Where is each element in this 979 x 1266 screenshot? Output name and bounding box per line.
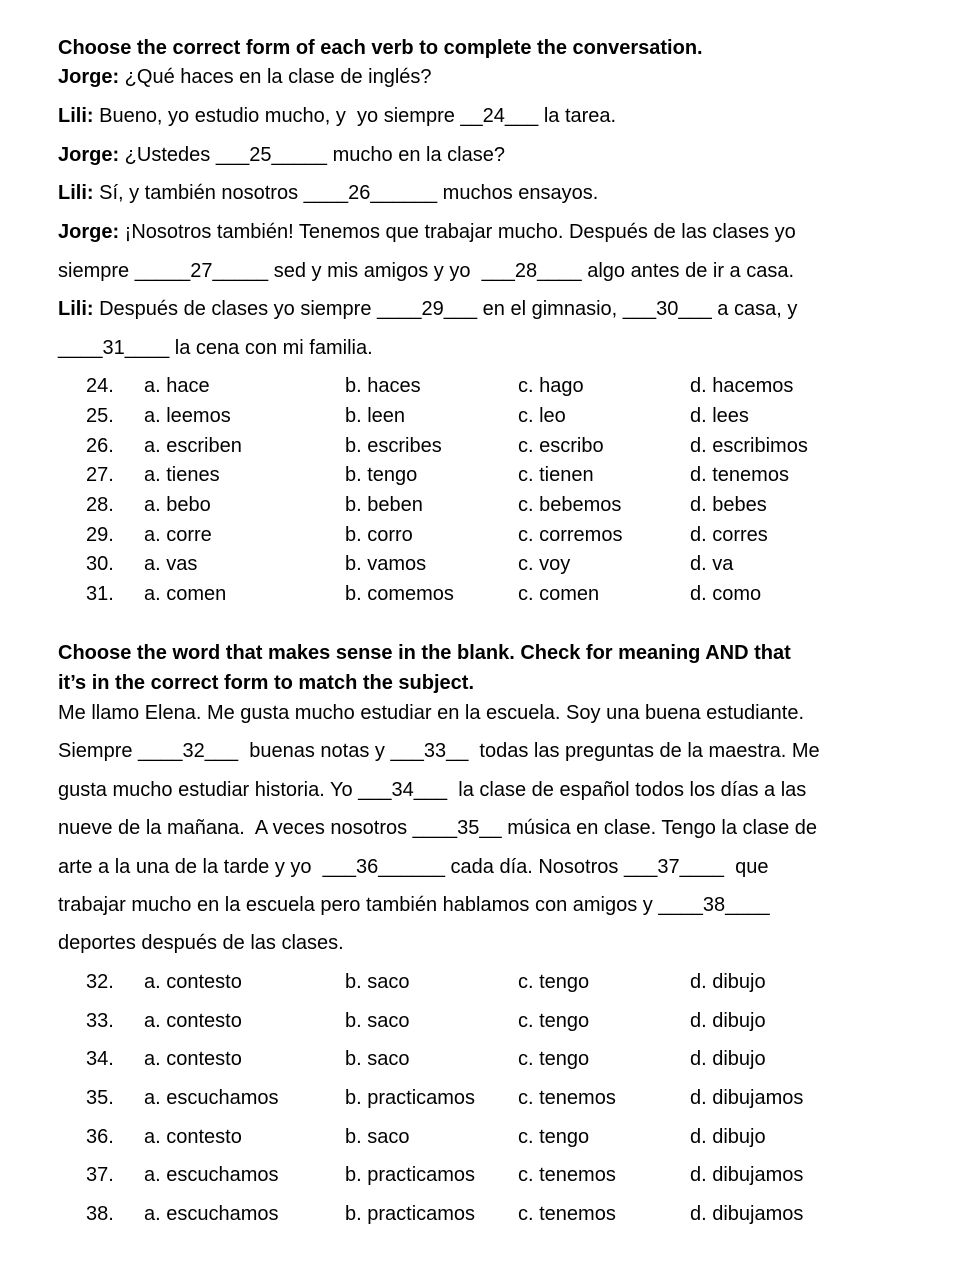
question-number: 30.	[86, 553, 114, 575]
option-c: c. tengo	[518, 971, 590, 993]
option-a: a. corre	[144, 524, 212, 546]
option-c: c. tengo	[518, 1048, 590, 1070]
option-a: a. bebo	[144, 494, 211, 516]
option-b: b. corro	[345, 524, 413, 546]
option-c: c. escribo	[518, 435, 604, 457]
option-b: b. tengo	[345, 464, 418, 486]
option-b: b. practicamos	[345, 1203, 476, 1225]
dialogue-text: ¿Ustedes ___25_____ mucho en la clase?	[119, 144, 505, 166]
section1-instruction: Choose the correct form of each verb to complete the conversation.	[58, 37, 703, 59]
question-row	[0, 1047, 979, 1071]
option-d: d. va	[690, 553, 734, 575]
option-d: d. dibujo	[690, 971, 766, 993]
option-a: a. escuchamos	[144, 1087, 279, 1109]
dialogue-line	[58, 220, 796, 244]
dialogue-text: ¿Qué haces en la clase de inglés?	[119, 66, 432, 88]
passage-line: gusta mucho estudiar historia. Yo ___34___ la clase de español todos los días a las	[58, 779, 807, 801]
option-b: b. haces	[345, 375, 421, 397]
option-c: c. comen	[518, 583, 600, 605]
dialogue-line	[58, 104, 616, 128]
option-d: d. dibujamos	[690, 1087, 804, 1109]
option-b: b. saco	[345, 971, 410, 993]
option-c: c. tenemos	[518, 1203, 616, 1225]
option-c: c. tengo	[518, 1010, 590, 1032]
dialogue-line	[58, 65, 432, 89]
question-row	[0, 1009, 979, 1033]
option-b: b. saco	[345, 1010, 410, 1032]
option-b: b. leen	[345, 405, 406, 427]
option-b: b. practicamos	[345, 1087, 476, 1109]
option-a: a. escriben	[144, 435, 242, 457]
question-number: 38.	[86, 1203, 114, 1225]
option-d: d. como	[690, 583, 762, 605]
dialogue-line	[58, 143, 505, 167]
question-number: 26.	[86, 435, 114, 457]
speaker-label: Lili:	[58, 298, 94, 320]
passage-line: Me llamo Elena. Me gusta mucho estudiar en la escuela. Soy una buena estudiante.	[58, 702, 805, 724]
option-c: c. tienen	[518, 464, 594, 486]
option-b: b. beben	[345, 494, 423, 516]
option-d: d. hacemos	[690, 375, 794, 397]
option-b: b. practicamos	[345, 1164, 476, 1186]
option-c: c. voy	[518, 553, 571, 575]
section2-instruction-line2: it’s in the correct form to match the subject.	[58, 672, 474, 694]
question-row	[0, 552, 979, 576]
option-d: d. corres	[690, 524, 768, 546]
question-number: 31.	[86, 583, 114, 605]
question-number: 28.	[86, 494, 114, 516]
question-number: 37.	[86, 1164, 114, 1186]
question-number: 25.	[86, 405, 114, 427]
option-a: a. vas	[144, 553, 198, 575]
speaker-label: Jorge:	[58, 144, 120, 166]
option-d: d. dibujo	[690, 1048, 766, 1070]
dialogue-line	[58, 297, 797, 321]
dialogue-text: Después de clases yo siempre ____29___ en el gimnasio, ___30___ a casa, y	[93, 298, 798, 320]
passage-line: deportes después de las clases.	[58, 932, 344, 954]
question-number: 27.	[86, 464, 114, 486]
dialogue-text: siempre _____27_____ sed y mis amigos y yo ___28____ algo antes de ir a casa.	[58, 260, 795, 282]
option-a: a. leemos	[144, 405, 231, 427]
option-c: c. corremos	[518, 524, 623, 546]
section2-instruction-line1: Choose the word that makes sense in the blank. Check for meaning AND that	[58, 642, 791, 664]
passage-line: trabajar mucho en la escuela pero también hablamos con amigos y ____38____	[58, 894, 770, 916]
option-d: d. dibujamos	[690, 1203, 804, 1225]
option-a: a. contesto	[144, 1126, 242, 1148]
option-c: c. leo	[518, 405, 566, 427]
option-a: a. tienes	[144, 464, 220, 486]
dialogue-text: Sí, y también nosotros ____26______ muchos ensayos.	[93, 182, 599, 204]
option-b: b. saco	[345, 1126, 410, 1148]
option-b: b. escribes	[345, 435, 442, 457]
option-a: a. hace	[144, 375, 210, 397]
dialogue-text: ¡Nosotros también! Tenemos que trabajar mucho. Después de las clases yo	[119, 221, 796, 243]
passage-line: nueve de la mañana. A veces nosotros ____35__ música en clase. Tengo la clase de	[58, 817, 818, 839]
option-d: d. tenemos	[690, 464, 789, 486]
question-number: 32.	[86, 971, 114, 993]
option-b: b. vamos	[345, 553, 427, 575]
question-row	[0, 1086, 979, 1110]
question-row	[0, 1202, 979, 1226]
dialogue-line	[58, 181, 598, 205]
option-c: c. tengo	[518, 1126, 590, 1148]
option-d: d. dibujo	[690, 1126, 766, 1148]
question-row	[0, 374, 979, 398]
question-row	[0, 404, 979, 428]
option-d: d. dibujamos	[690, 1164, 804, 1186]
option-a: a. contesto	[144, 971, 242, 993]
question-number: 24.	[86, 375, 114, 397]
question-row	[0, 463, 979, 487]
question-row	[0, 1125, 979, 1149]
option-a: a. escuchamos	[144, 1164, 279, 1186]
option-a: a. escuchamos	[144, 1203, 279, 1225]
question-number: 36.	[86, 1126, 114, 1148]
question-number: 34.	[86, 1048, 114, 1070]
option-d: d. lees	[690, 405, 749, 427]
question-row	[0, 523, 979, 547]
option-d: d. dibujo	[690, 1010, 766, 1032]
speaker-label: Lili:	[58, 182, 94, 204]
question-row	[0, 493, 979, 517]
question-number: 33.	[86, 1010, 114, 1032]
speaker-label: Jorge:	[58, 66, 120, 88]
option-c: c. bebemos	[518, 494, 622, 516]
option-a: a. contesto	[144, 1048, 242, 1070]
dialogue-text: ____31____ la cena con mi familia.	[58, 337, 373, 359]
dialogue-line	[58, 336, 373, 360]
question-row	[0, 582, 979, 606]
option-c: c. tenemos	[518, 1087, 616, 1109]
dialogue-line	[58, 259, 794, 283]
question-number: 35.	[86, 1087, 114, 1109]
option-d: d. escribimos	[690, 435, 808, 457]
option-b: b. saco	[345, 1048, 410, 1070]
speaker-label: Jorge:	[58, 221, 120, 243]
dialogue-text: Bueno, yo estudio mucho, y yo siempre __24___ la tarea.	[93, 105, 617, 127]
passage-line: Siempre ____32___ buenas notas y ___33__ todas las preguntas de la maestra. Me	[58, 740, 820, 762]
question-number: 29.	[86, 524, 114, 546]
option-a: a. contesto	[144, 1010, 242, 1032]
question-row	[0, 1163, 979, 1187]
option-b: b. comemos	[345, 583, 454, 605]
option-a: a. comen	[144, 583, 227, 605]
option-c: c. hago	[518, 375, 584, 397]
passage-line: arte a la una de la tarde y yo ___36______ cada día. Nosotros ___37____ que	[58, 856, 769, 878]
option-c: c. tenemos	[518, 1164, 616, 1186]
speaker-label: Lili:	[58, 105, 94, 127]
question-row	[0, 970, 979, 994]
question-row	[0, 434, 979, 458]
option-d: d. bebes	[690, 494, 767, 516]
